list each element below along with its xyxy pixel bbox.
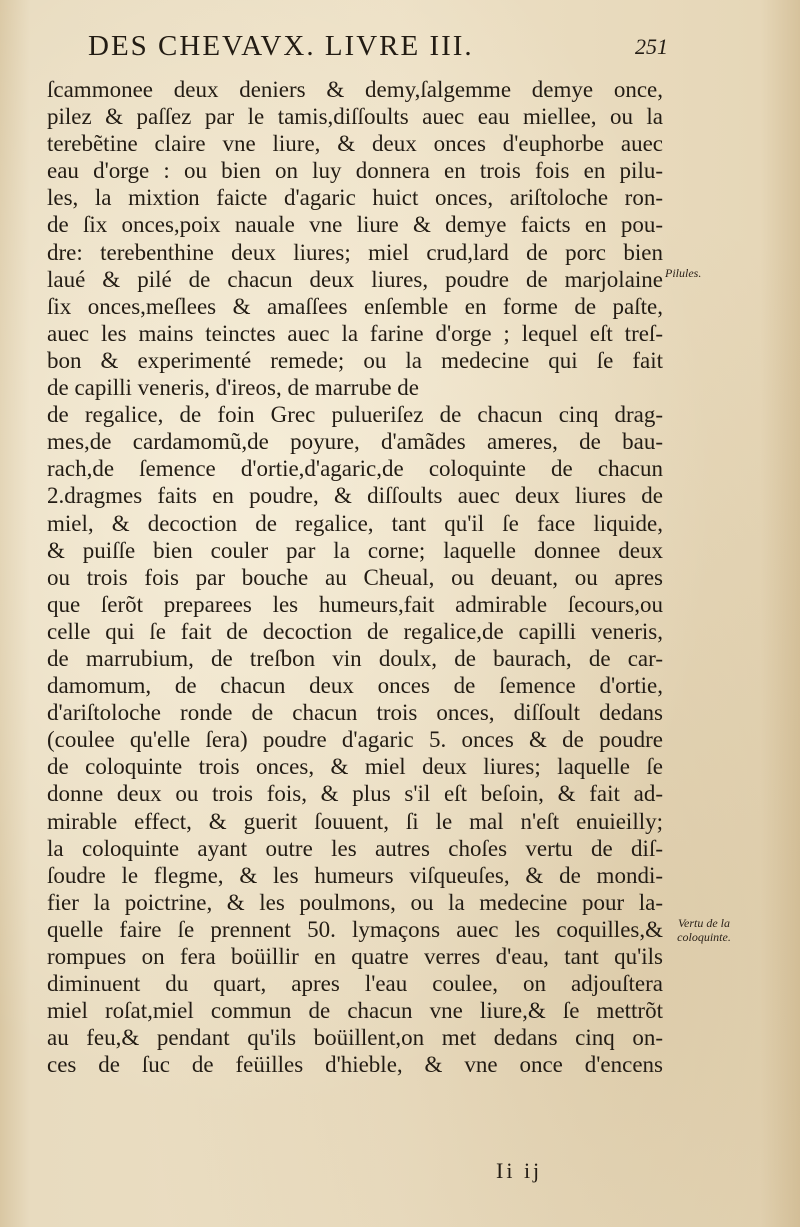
text-line: diminuent du quart, apres l'eau coulee, on adjouſtera: [47, 971, 663, 997]
text-line: ſix onces,meſlees & amaſſees enſemble en forme de paſte,: [47, 293, 663, 319]
text-line: bon & experimenté remede; ou la medecine qui ſe fait: [47, 347, 663, 373]
text-line: donne deux ou trois fois, & plus s'il eſt beſoin, & fait ad-: [47, 781, 663, 807]
page-number: 251: [635, 34, 668, 59]
text-line: eau d'orge : ou bien on luy donnera en trois fois en pilu-: [47, 158, 663, 184]
text-line: ſcammonee deux deniers & demy,ſalgemme demye once,: [47, 77, 663, 102]
text-line: terebẽtine claire vne liure, & deux onces d'euphorbe auec: [47, 131, 663, 157]
text-line: les, la mixtion faicte d'agaric huict onces, ariſtoloche ron-: [47, 185, 663, 211]
text-line: de ſix onces,poix nauale vne liure & demye faicts en pou-: [47, 212, 663, 238]
page-header: [88, 30, 668, 70]
margin-note-text: coloquinte.: [677, 930, 731, 944]
text-line: mes,de cardamomũ,de poyure, d'amãdes ameres, de bau-: [47, 429, 663, 455]
text-line: rach,de ſemence d'ortie,d'agaric,de coloquinte de chacun: [47, 456, 663, 482]
margin-note-text: Pilules.: [665, 266, 702, 280]
text-line: (coulee qu'elle ſera) poudre d'agaric 5. onces & de poudre: [47, 727, 663, 753]
text-line: que ſerõt preparees les humeurs,fait admirable ſecours,ou: [47, 591, 663, 617]
text-line: ſoudre le flegme, & les humeurs viſqueuſes, & de mondi-: [47, 862, 663, 888]
text-line: au feu,& pendant qu'ils boüillent,on met dedans cinq on-: [47, 1025, 663, 1051]
running-title: DES CHEVAVX. LIVRE III.: [88, 30, 474, 62]
text-line: de capilli veneris, d'ireos, de marrube de: [47, 375, 419, 401]
text-line: de regalice, de foin Grec pulueriſez de chacun cinq drag-: [47, 402, 663, 428]
text-line: fier la poictrine, & les poulmons, ou la medecine pour la-: [47, 889, 663, 915]
margin-note-text: Vertu de la: [678, 916, 730, 930]
margin-note-pilules: [665, 266, 725, 280]
margin-note-coloquinte: [664, 916, 744, 944]
text-line: auec les mains teinctes auec la farine d'orge ; lequel eſt treſ-: [47, 320, 663, 346]
text-line: miel, & decoction de regalice, tant qu'il ſe face liquide,: [47, 510, 663, 536]
body-text: [47, 76, 663, 1078]
text-line: & puiſſe bien couler par la corne; laquelle donnee deux: [47, 537, 663, 563]
text-line: de coloquinte trois onces, & miel deux liures; laquelle ſe: [47, 754, 663, 780]
text-line: mirable effect, & guerit ſouuent, ſi le mal n'eſt enuieilly;: [47, 808, 663, 834]
text-line: celle qui ſe fait de decoction de regalice,de capilli veneris,: [47, 618, 663, 644]
text-line: 2.dragmes faits en poudre, & diſſoults auec deux liures de: [47, 483, 663, 509]
text-line: miel roſat,miel commun de chacun vne liure,& ſe mettrõt: [47, 998, 663, 1024]
text-line: la coloquinte ayant outre les autres choſes vertu de diſ-: [47, 835, 663, 861]
text-line: pilez & paſſez par le tamis,diſſoults auec eau miellee, ou la: [47, 104, 663, 130]
text-line: dre: terebenthine deux liures; miel crud,lard de porc bien: [47, 239, 663, 265]
text-line: d'ariſtoloche ronde de chacun trois onces, diſſoult dedans: [47, 700, 663, 726]
text-line: de marrubium, de treſbon vin doulx, de baurach, de car-: [47, 645, 663, 671]
text-line: damomum, de chacun deux onces de ſemence d'ortie,: [47, 673, 663, 699]
text-line: ces de ſuc de feüilles d'hieble, & vne once d'encens: [47, 1052, 663, 1078]
text-line: laué & pilé de chacun deux liures, poudre de marjolaine: [47, 266, 663, 292]
signature-mark: Ii ij: [496, 1158, 543, 1183]
text-line: ou trois fois par bouche au Cheual, ou deuant, ou apres: [47, 564, 663, 590]
text-line: rompues on fera boüillir en quatre verres d'eau, tant qu'ils: [47, 944, 663, 969]
text-line: quelle faire ſe prennent 50. lymaçons auec les coquilles,&: [47, 916, 663, 942]
